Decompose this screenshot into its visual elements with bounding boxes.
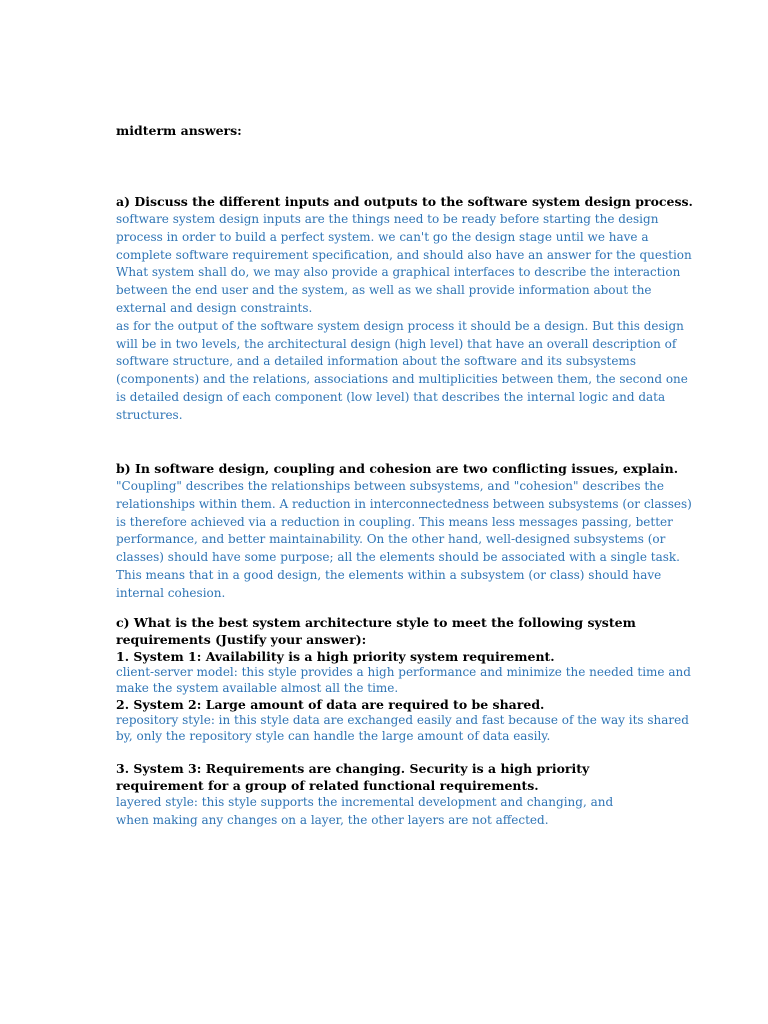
answer-line: will be in two levels, the architectural design (high level) that have an overall description of xyxy=(116,336,677,351)
heading-line: requirement for a group of related functional requirements. xyxy=(116,778,539,793)
system-2 xyxy=(116,696,691,744)
system-1 xyxy=(116,648,691,696)
answer-line: when making any changes on a layer, the other layers are not affected. xyxy=(116,812,549,827)
question-c xyxy=(116,614,691,648)
system-answer xyxy=(116,665,691,696)
system-heading: 2. System 2: Large amount of data are required to be shared. xyxy=(116,697,545,712)
section-c xyxy=(116,614,691,830)
section-a xyxy=(116,193,693,425)
answer-line: external and design constraints. xyxy=(116,300,313,315)
system-answer xyxy=(116,713,691,744)
answer-line: software system design inputs are the things need to be ready before starting the design xyxy=(116,212,659,226)
answer-line: What system shall do, we may also provide a graphical interfaces to describe the interaction xyxy=(116,265,681,280)
answer-line: This means that in a good design, the elements within a subsystem (or class) should have xyxy=(116,567,662,582)
system-heading xyxy=(116,760,691,794)
answer-line: make the system available almost all the time. xyxy=(116,680,399,695)
question-line: c) What is the best system architecture style to meet the following system xyxy=(116,615,636,630)
document-title: midterm answers: xyxy=(116,123,242,138)
answer-line: complete software requirement specification, and should also have an answer for the question xyxy=(116,247,692,262)
answer-line: process in order to build a perfect system. we can't go the design stage until we have a xyxy=(116,229,649,244)
answer-line: "Coupling" describes the relationships between subsystems, and "cohesion" describes the xyxy=(116,479,665,493)
answer-line: by, only the repository style can handle the large amount of data easily. xyxy=(116,728,551,743)
answer-a xyxy=(116,211,693,425)
question-line: requirements (Justify your answer): xyxy=(116,632,367,647)
answer-line: is detailed design of each component (low level) that describes the internal logic and data xyxy=(116,389,666,404)
system-answer xyxy=(116,794,691,830)
answer-line: performance, and better maintainability. On the other hand, well-designed subsystems (or xyxy=(116,532,666,547)
heading-line: 3. System 3: Requirements are changing. Security is a high priority xyxy=(116,761,590,776)
answer-line: internal cohesion. xyxy=(116,585,226,600)
system-3 xyxy=(116,760,691,830)
answer-line: software structure, and a detailed information about the software and its subsystems xyxy=(116,354,636,369)
answer-line: layered style: this style supports the incremental development and changing, and xyxy=(116,795,614,809)
system-heading: 1. System 1: Availability is a high priority system requirement. xyxy=(116,649,555,664)
answer-line: client-server model: this style provides a high performance and minimize the needed time and xyxy=(116,665,691,679)
answer-line: as for the output of the software system design process it should be a design. But this design xyxy=(116,318,684,333)
question-b: b) In software design, coupling and cohesion are two conflicting issues, explain. xyxy=(116,461,679,476)
answer-line: relationships within them. A reduction in interconnectedness between subsystems (or classes) xyxy=(116,496,692,511)
answer-line: repository style: in this style data are exchanged easily and fast because of the way its shared xyxy=(116,713,689,727)
answer-line: structures. xyxy=(116,407,183,422)
section-b xyxy=(116,460,692,603)
answer-line: classes) should have some purpose; all the elements should be associated with a single task. xyxy=(116,550,680,565)
answer-line: between the end user and the system, as well as we shall provide information about the xyxy=(116,283,652,298)
answer-b xyxy=(116,478,692,603)
answer-line: (components) and the relations, associations and multiplicities between them, the second one xyxy=(116,372,688,387)
question-a: a) Discuss the different inputs and outputs to the software system design process. xyxy=(116,194,693,209)
answer-line: is therefore achieved via a reduction in coupling. This means less messages passing, better xyxy=(116,514,673,529)
